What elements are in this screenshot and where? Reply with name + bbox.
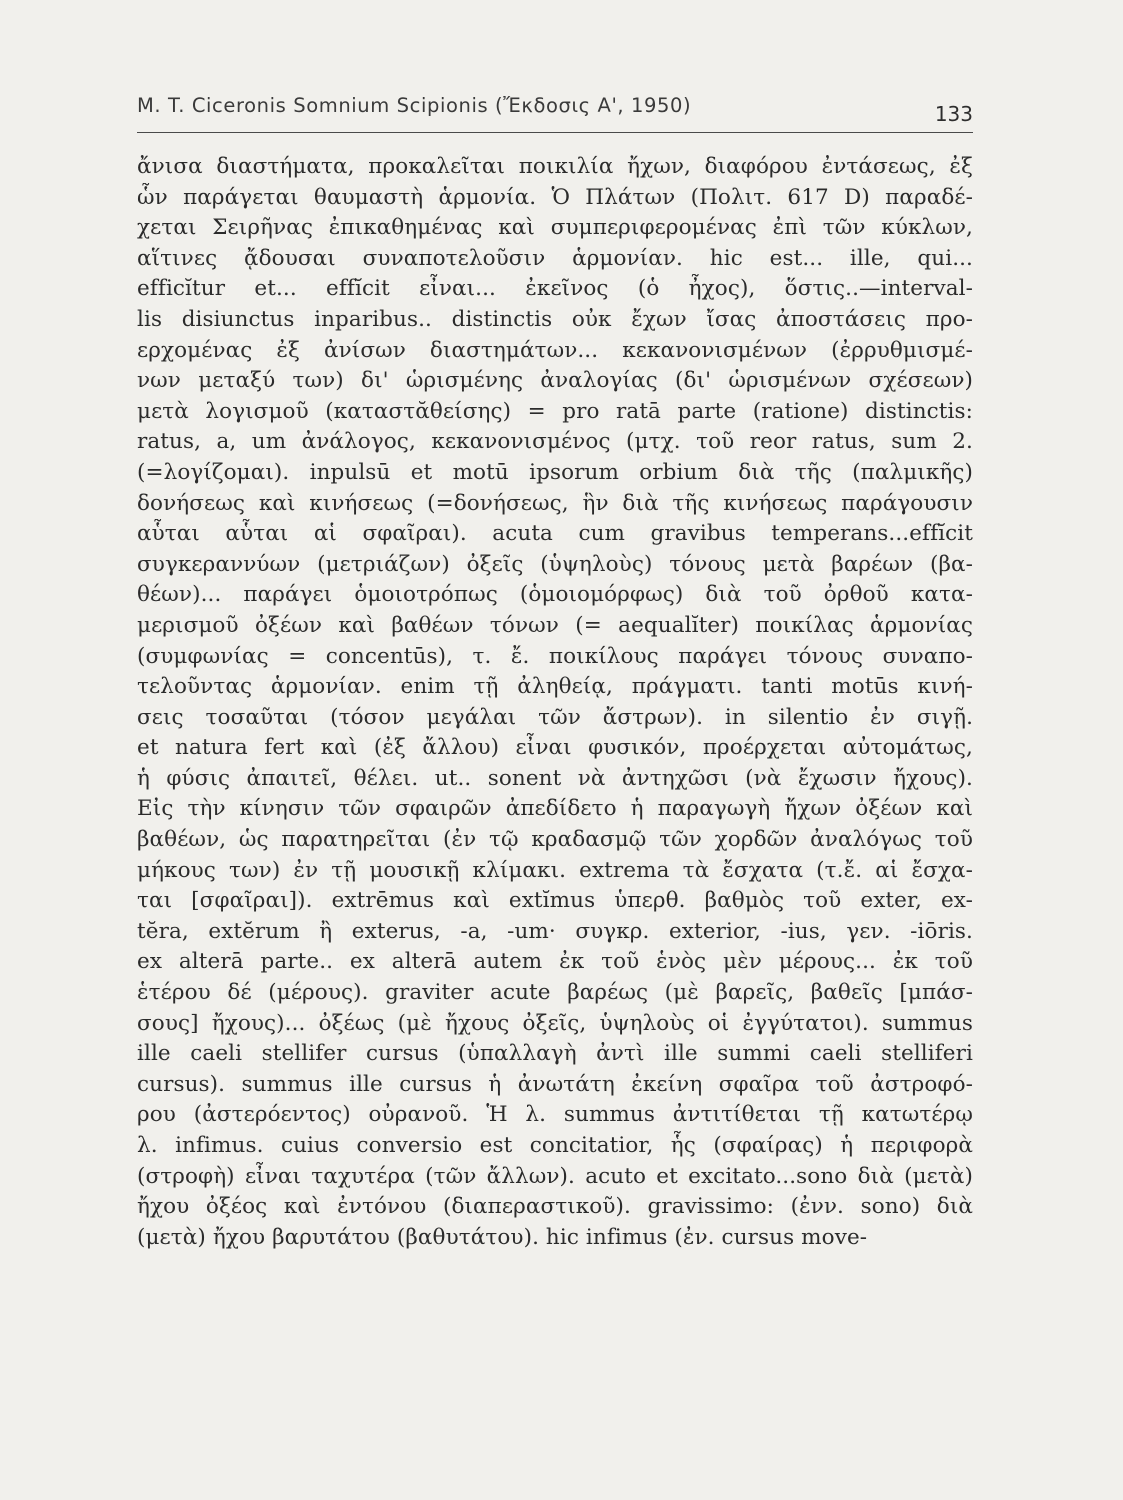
text-line: (μετὰ) ἤχου βαρυτάτου (βαθυτάτου). hic infimus (ἐν. cursus move- [137, 1224, 868, 1250]
text-line: ται [σφαῖραι]). extrēmus καὶ extĭmus ὑπερθ. βαθμὸς τοῦ exter, ex- [137, 888, 973, 914]
text-line: σεις τοσαῦται (τόσον μεγάλαι τῶν ἄστρων). in silentio ἐν σιγῇ. [137, 704, 973, 730]
text-line: μερισμοῦ ὀξέων καὶ βαθέων τόνων (= aequalĭter) ποικίλας ἁρμονίας [137, 612, 973, 638]
body-text [137, 152, 973, 1253]
text-line: ex alterā parte.. ex alterā autem ἐκ τοῦ ἑνὸς μὲν μέρους... ἐκ τοῦ [137, 949, 973, 975]
text-line: σους] ἤχους)... ὀξέως (μὲ ἤχους ὀξεῖς, ὑψηλοὺς οἱ ἐγγύτατοι). summus [137, 1010, 973, 1036]
text-line: μετὰ λογισμοῦ (καταστᾰθείσης) = pro ratā parte (ratione) distinctis: [137, 398, 973, 424]
text-line: tĕra, extĕrum ἢ exterus, -a, -um· συγκρ. exterior, -ius, γεν. -iōris. [137, 918, 973, 944]
text-line: Εἰς τὴν κίνησιν τῶν σφαιρῶν ἀπεδίδετο ἡ παραγωγὴ ἤχων ὀξέων καὶ [137, 796, 973, 822]
text-line: τελοῦντας ἁρμονίαν. enim τῇ ἀληθείᾳ, πράγματι. tanti motūs κινή- [137, 674, 973, 700]
text-line: (=λογίζομαι). inpulsū et motū ipsorum orbium διὰ τῆς (παλμικῆς) [137, 459, 973, 485]
text-line: αὗται αὗται αἱ σφαῖραι). acuta cum gravibus temperans...effĭcit [137, 521, 973, 547]
text-line: ερχομένας ἐξ ἀνίσων διαστημάτων... κεκανονισμένων (ἐρρυθμισμέ- [137, 337, 973, 363]
text-line: efficĭtur et... effĭcit εἶναι... ἐκεῖνος (ὁ ἦχος), ὅστις..—interval- [137, 276, 973, 302]
text-line: lis disiunctus inparibus.. distinctis οὐκ ἔχων ἴσας ἀποστάσεις προ- [137, 306, 973, 332]
text-line: μήκους των) ἐν τῇ μουσικῇ κλίμακι. extrema τὰ ἔσχατα (τ.ἔ. αἱ ἔσχα- [137, 857, 973, 883]
text-line: θέων)... παράγει ὁμοιοτρόπως (ὁμοιομόρφως) διὰ τοῦ ὀρθοῦ κατα- [137, 582, 973, 608]
text-line: ratus, a, um ἀνάλογος, κεκανονισμένος (μτχ. τοῦ reor ratus, sum 2. [137, 429, 973, 455]
text-line: βαθέων, ὡς παρατηρεῖται (ἐν τῷ κραδασμῷ τῶν χορδῶν ἀναλόγως τοῦ [137, 827, 973, 853]
page-number: 133 [934, 102, 973, 126]
text-line: δονήσεως καὶ κινήσεως (=δονήσεως, ἣν διὰ τῆς κινήσεως παράγουσιν [137, 490, 973, 516]
text-line: ἤχου ὀξέος καὶ ἐντόνου (διαπεραστικοῦ). gravissimo: (ἐνν. sono) διὰ [137, 1194, 973, 1220]
text-line: cursus). summus ille cursus ἡ ἀνωτάτη ἐκείνη σφαῖρα τοῦ ἀστροφό- [137, 1071, 973, 1097]
text-line: ἑτέρου δέ (μέρους). graviter acute βαρέως (μὲ βαρεῖς, βαθεῖς [μπάσ- [137, 980, 973, 1006]
text-line: νων μεταξύ των) δι' ὡρισμένης ἀναλογίας (δι' ὡρισμένων σχέσεων) [137, 368, 973, 394]
running-header [137, 92, 973, 133]
text-line: ille caeli stellifer cursus (ὑπαλλαγὴ ἀντὶ ille summi caeli stelliferi [137, 1041, 973, 1067]
text-line: ἄνισα διαστήματα, προκαλεῖται ποικιλία ἤχων, διαφόρου ἐντάσεως, ἐξ [137, 154, 973, 179]
text-line: ὧν παράγεται θαυμαστὴ ἁρμονία. Ὁ Πλάτων (Πολιτ. 617 D) παραδέ- [137, 184, 973, 210]
text-line: χεται Σειρῆνας ἐπικαθημένας καὶ συμπεριφερομένας ἐπὶ τῶν κύκλων, [137, 215, 973, 241]
text-line: (συμφωνίας = concentūs), τ. ἔ. ποικίλους παράγει τόνους συναπο- [137, 643, 973, 669]
text-line: συγκεραννύων (μετριάζων) ὀξεῖς (ὑψηλοὺς) τόνους μετὰ βαρέων (βα- [137, 551, 973, 577]
text-line: ἡ φύσις ἀπαιτεῖ, θέλει. ut.. sonent νὰ ἀντηχῶσι (νὰ ἔχωσιν ἤχους). [137, 765, 973, 791]
text-line: λ. infimus. cuius conversio est concitatior, ἧς (σφαίρας) ἡ περιφορὰ [137, 1133, 973, 1158]
text-line: ρου (ἀστερόεντος) οὐρανοῦ. Ἡ λ. summus ἀντιτίθεται τῇ κατωτέρῳ [137, 1102, 973, 1128]
text-line: et natura fert καὶ (ἐξ ἄλλου) εἶναι φυσικόν, προέρχεται αὐτομάτως, [137, 735, 973, 761]
text-line: (στροφὴ) εἶναι ταχυτέρα (τῶν ἄλλων). acuto et excitato...sono διὰ (μετὰ) [137, 1163, 973, 1189]
header-title: M. T. Ciceronis Somnium Scipionis (Ἔκδοσις Α', 1950) [137, 94, 692, 117]
text-line: αἵτινες ᾄδουσαι συναποτελοῦσιν ἁρμονίαν. hic est... ille, qui... [137, 245, 973, 271]
